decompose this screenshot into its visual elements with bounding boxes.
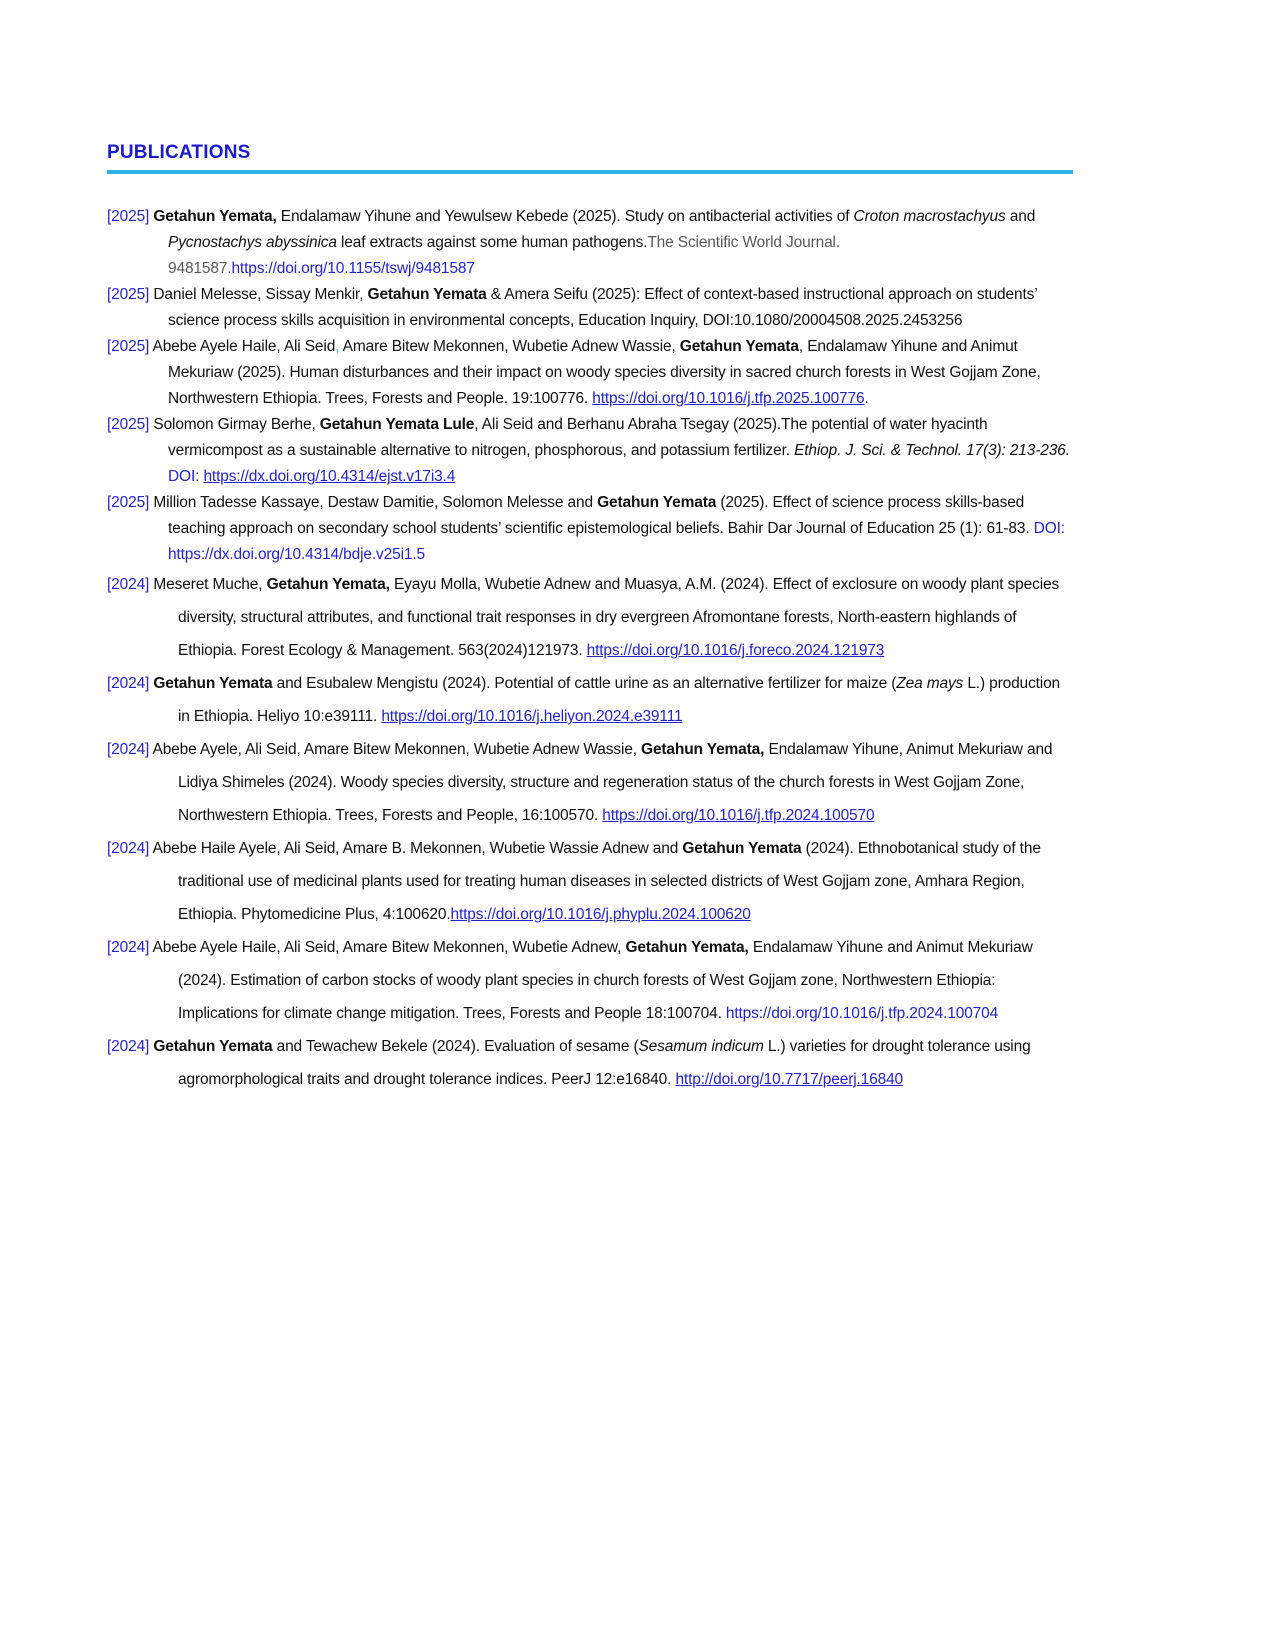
text-segment: and — [1005, 208, 1036, 225]
author-bold: Getahun Yemata — [367, 286, 487, 303]
year-tag: [2025] — [107, 286, 150, 303]
doi-link[interactable]: https://dx.doi.org/10.4314/bdje.v25i1.5 — [168, 546, 425, 563]
publication-entry — [107, 832, 1073, 931]
doi-label: DOI: — [168, 468, 200, 485]
year-tag: [2024] — [107, 675, 150, 692]
author-bold: Getahun Yemata — [679, 338, 799, 355]
year-tag: [2024] — [107, 741, 150, 758]
doi-link[interactable]: https://doi.org/10.1016/j.tfp.2025.100776 — [592, 390, 865, 407]
accent-comma: , — [335, 338, 340, 355]
text-segment: L.) production in Ethiopia. Heliyo 10:e39111. — [178, 675, 1061, 725]
doi-link[interactable]: https://doi.org/10.1016/j.tfp.2024.100704 — [725, 1005, 999, 1022]
text-segment: and Tewachew Bekele (2024). Evaluation of sesame ( — [272, 1038, 639, 1055]
text-segment: Endalamaw Yihune, Animut Mekuriaw and Lidiya Shimeles (2024). Woody species diversity, structure and regeneration status of the church forests in West Gojjam Zone, Northwestern Ethiopia. Trees, Forests and People, 16:100570. — [178, 741, 1053, 824]
italic-title: Zea mays — [896, 675, 964, 692]
text-segment: Daniel Melesse, Sissay Menkir, — [153, 286, 368, 303]
year-tag: [2025] — [107, 494, 150, 511]
italic-title: Pycnostachys abyssinica — [168, 234, 337, 251]
year-tag: [2024] — [107, 840, 150, 857]
text-segment: Abebe Haile Ayele, Ali Seid, Amare B. Mekonnen, Wubetie Wassie Adnew and — [152, 840, 683, 857]
doi-link[interactable]: https://doi.org/10.1016/j.heliyon.2024.e39111 — [381, 708, 683, 725]
italic-title: Sesamum indicum — [638, 1038, 764, 1055]
doi-link[interactable]: https://doi.org/10.1016/j.tfp.2024.100570 — [602, 807, 875, 824]
text-segment: & Amera Seifu (2025): Effect of context-based instructional approach on students’ science process skills acquisition in environmental concepts, Education Inquiry, DOI:10.1080/20004508.2025.2453256 — [168, 286, 1037, 329]
italic-title: Ethiop. J. Sci. & Technol. 17(3): 213-236. — [794, 442, 1070, 459]
author-bold: Getahun Yemata, — [266, 576, 390, 593]
author-bold: Getahun Yemata — [153, 675, 273, 692]
text-segment: Meseret Muche, — [153, 576, 267, 593]
text-segment: Abebe Ayele Haile, Ali Seid — [152, 338, 336, 355]
year-tag: [2025] — [107, 338, 150, 355]
year-tag: [2025] — [107, 208, 150, 225]
author-bold: Getahun Yemata, — [641, 741, 765, 758]
text-segment: Abebe Ayele Haile, Ali Seid, Amare Bitew Mekonnen, Wubetie Adnew, — [152, 939, 626, 956]
publications-list — [107, 204, 1073, 1096]
author-bold: Getahun Yemata, — [153, 208, 277, 225]
publication-entry — [107, 733, 1073, 832]
journal-gray: The Scientific World Journal. 9481587. — [168, 234, 840, 277]
text-segment: Million Tadesse Kassaye, Destaw Damitie, Solomon Melesse and — [153, 494, 598, 511]
publication-entry — [107, 1030, 1073, 1096]
doi-link[interactable]: https://doi.org/10.1016/j.phyplu.2024.100620 — [450, 906, 751, 923]
text-segment: . — [864, 390, 869, 407]
year-tag: [2024] — [107, 939, 150, 956]
publications-section — [107, 142, 1073, 1096]
author-bold: Getahun Yemata — [682, 840, 802, 857]
text-segment: Endalamaw Yihune and Animut Mekuriaw (2024). Estimation of carbon stocks of woody plant species in church forests of West Gojjam zone, Northwestern Ethiopia: Implications for climate change mitigation. Trees, Forests and People 18:100704. — [178, 939, 1033, 1022]
publications-heading: PUBLICATIONS — [107, 142, 251, 163]
year-tag: [2025] — [107, 416, 150, 433]
text-segment: Abebe Ayele, Ali Seid, Amare Bitew Mekonnen, Wubetie Adnew Wassie, — [152, 741, 642, 758]
doi-label: DOI: — [1033, 520, 1065, 537]
doi-link[interactable]: http://doi.org/10.7717/peerj.16840 — [675, 1071, 904, 1088]
text-segment: and Esubalew Mengistu (2024). Potential of cattle urine as an alternative fertilizer for maize ( — [272, 675, 897, 692]
text-segment: leaf extracts against some human pathogens. — [336, 234, 648, 251]
publication-entry — [107, 412, 1073, 490]
publication-entry — [107, 490, 1073, 568]
italic-title: Croton macrostachyus — [853, 208, 1006, 225]
text-segment: , Endalamaw Yihune and Animut Mekuriaw (2025). Human disturbances and their impact on woody species diversity in sacred church forests in West Gojjam Zone, Northwestern Ethiopia. Trees, Forests and People. 19:100776. — [168, 338, 1041, 407]
publication-entry — [107, 334, 1073, 412]
text-segment: , Ali Seid and Berhanu Abraha Tsegay (2025).The potential of water hyacinth vermicompost as a sustainable alternative to nitrogen, phosphorous, and potassium fertilizer. — [168, 416, 988, 459]
text-segment: Endalamaw Yihune and Yewulsew Kebede (2025). Study on antibacterial activities of — [276, 208, 854, 225]
doi-link[interactable]: https://dx.doi.org/10.4314/ejst.v17i3.4 — [203, 468, 456, 485]
text-segment: L.) varieties for drought tolerance using agromorphological traits and drought tolerance indices. PeerJ 12:e16840. — [178, 1038, 1031, 1088]
doi-link[interactable]: https://doi.org/10.1155/tswj/9481587 — [231, 260, 475, 277]
publication-entry — [107, 204, 1073, 282]
publication-entry — [107, 931, 1073, 1030]
heading-rule — [107, 170, 1073, 174]
author-bold: Getahun Yemata Lule — [319, 416, 475, 433]
year-tag: [2024] — [107, 576, 150, 593]
doi-link[interactable]: https://doi.org/10.1016/j.foreco.2024.121973 — [586, 642, 885, 659]
text-segment: (2025). Effect of science process skills-based teaching approach on secondary school students’ scientific epistemological beliefs. Bahir Dar Journal of Education 25 (1): 61-83. — [168, 494, 1034, 537]
publication-entry — [107, 568, 1073, 667]
text-segment: Eyayu Molla, Wubetie Adnew and Muasya, A.M. (2024). Effect of exclosure on woody plant species diversity, structural attributes, and functional trait responses in dry evergreen Afromontane forests, North-eastern highlands of Ethiopia. Forest Ecology & Management. 563(2024)121973. — [178, 576, 1060, 659]
year-tag: [2024] — [107, 1038, 150, 1055]
author-bold: Getahun Yemata — [597, 494, 717, 511]
text-segment: (2024). Ethnobotanical study of the traditional use of medicinal plants used for treating human diseases in selected districts of West Gojjam zone, Amhara Region, Ethiopia. Phytomedicine Plus, 4:100620. — [178, 840, 1041, 923]
author-bold: Getahun Yemata — [153, 1038, 273, 1055]
text-segment: Solomon Girmay Berhe, — [153, 416, 320, 433]
author-bold: Getahun Yemata, — [625, 939, 749, 956]
publication-entry — [107, 282, 1073, 334]
publication-entry — [107, 667, 1073, 733]
text-segment: Amare Bitew Mekonnen, Wubetie Adnew Wassie, — [339, 338, 680, 355]
